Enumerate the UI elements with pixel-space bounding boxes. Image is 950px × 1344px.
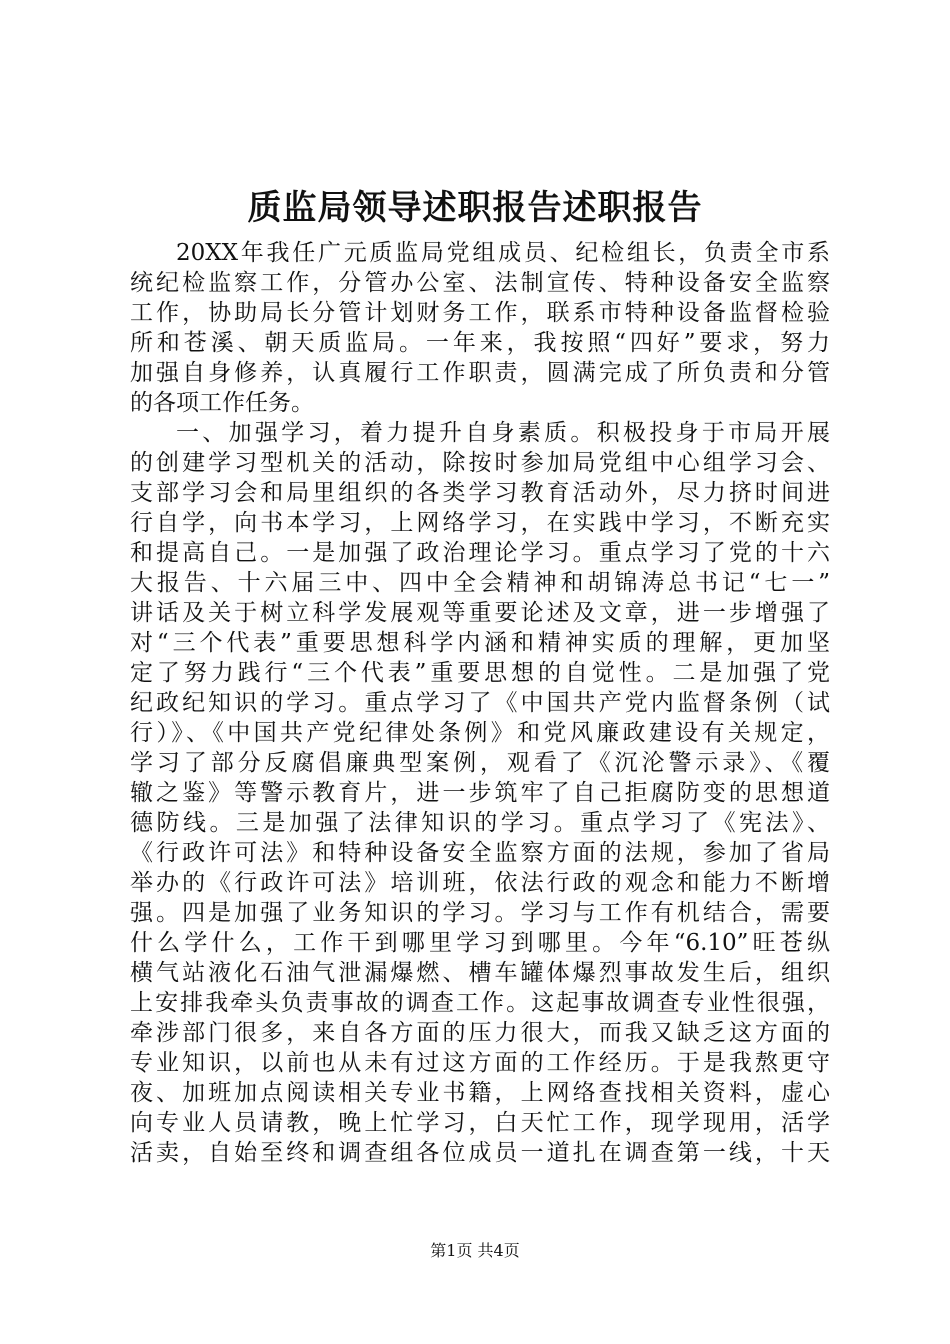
body-line: 专业知识，以前也从未有过这方面的工作经历。于是我熬更守 [130,1050,830,1076]
body-line: 向专业人员请教，晚上忙学习，白天忙工作，现学现用，活学 [130,1110,830,1136]
body-line: 活卖，自始至终和调查组各位成员一道扎在调查第一线，十天 [130,1140,830,1166]
body-line: 所和苍溪、朝天质监局。一年来，我按照“四好”要求，努力 [130,330,830,356]
body-line: 20XX年我任广元质监局党组成员、纪检组长，负责全市系 [176,240,830,266]
body-line: 一、加强学习，着力提升自身素质。积极投身于市局开展 [176,420,830,446]
body-line: 横气站液化石油气泄漏爆燃、槽车罐体爆烈事故发生后，组织 [130,960,830,986]
body-line: 行自学，向书本学习，上网络学习，在实践中学习，不断充实 [130,510,830,536]
document-title: 质监局领导述职报告述职报告 [247,188,703,228]
body-line: 夜、加班加点阅读相关专业书籍，上网络查找相关资料，虚心 [130,1080,830,1106]
body-line: 举办的《行政许可法》培训班，依法行政的观念和能力不断增 [130,870,830,896]
body-line: 对“三个代表”重要思想科学内涵和精神实质的理解，更加坚 [130,630,830,656]
body-line: 辙之鉴》等警示教育片，进一步筑牢了自己拒腐防变的思想道 [130,780,830,806]
body-line: 讲话及关于树立科学发展观等重要论述及文章，进一步增强了 [130,600,830,626]
body-line: 的各项工作任务。 [130,390,314,416]
body-line: 《行政许可法》和特种设备安全监察方面的法规，参加了省局 [130,840,830,866]
body-line: 的创建学习型机关的活动，除按时参加局党组中心组学习会、 [130,450,830,476]
body-line: 行）》、《中国共产党纪律处条例》和党风廉政建设有关规定， [130,720,830,746]
body-line: 和提高自己。一是加强了政治理论学习。重点学习了党的十六 [130,540,830,566]
body-line: 学习了部分反腐倡廉典型案例，观看了《沉沦警示录》、《覆 [130,750,830,776]
body-line: 大报告、十六届三中、四中全会精神和胡锦涛总书记“七一” [130,570,830,596]
body-line: 牵涉部门很多，来自各方面的压力很大，而我又缺乏这方面的 [130,1020,830,1046]
document-body [130,238,830,1168]
body-line: 德防线。三是加强了法律知识的学习。重点学习了《宪法》、 [130,810,830,836]
body-line: 强。四是加强了业务知识的学习。学习与工作有机结合，需要 [130,900,830,926]
body-line: 什么学什么，工作干到哪里学习到哪里。今年“6.10”旺苍纵 [130,930,830,956]
page-footer: 第1页 共4页 [430,1241,520,1260]
body-line: 统纪检监察工作，分管办公室、法制宣传、特种设备安全监察 [130,270,830,296]
body-line: 工作，协助局长分管计划财务工作，联系市特种设备监督检验 [130,300,830,326]
body-line: 支部学习会和局里组织的各类学习教育活动外，尽力挤时间进 [130,480,830,506]
body-line: 纪政纪知识的学习。重点学习了《中国共产党内监督条例（试 [130,690,830,716]
body-line: 上安排我牵头负责事故的调查工作。这起事故调查专业性很强， [130,990,830,1016]
body-line: 定了努力践行“三个代表”重要思想的自觉性。二是加强了党 [130,660,830,686]
body-line: 加强自身修养，认真履行工作职责，圆满完成了所负责和分管 [130,360,830,386]
